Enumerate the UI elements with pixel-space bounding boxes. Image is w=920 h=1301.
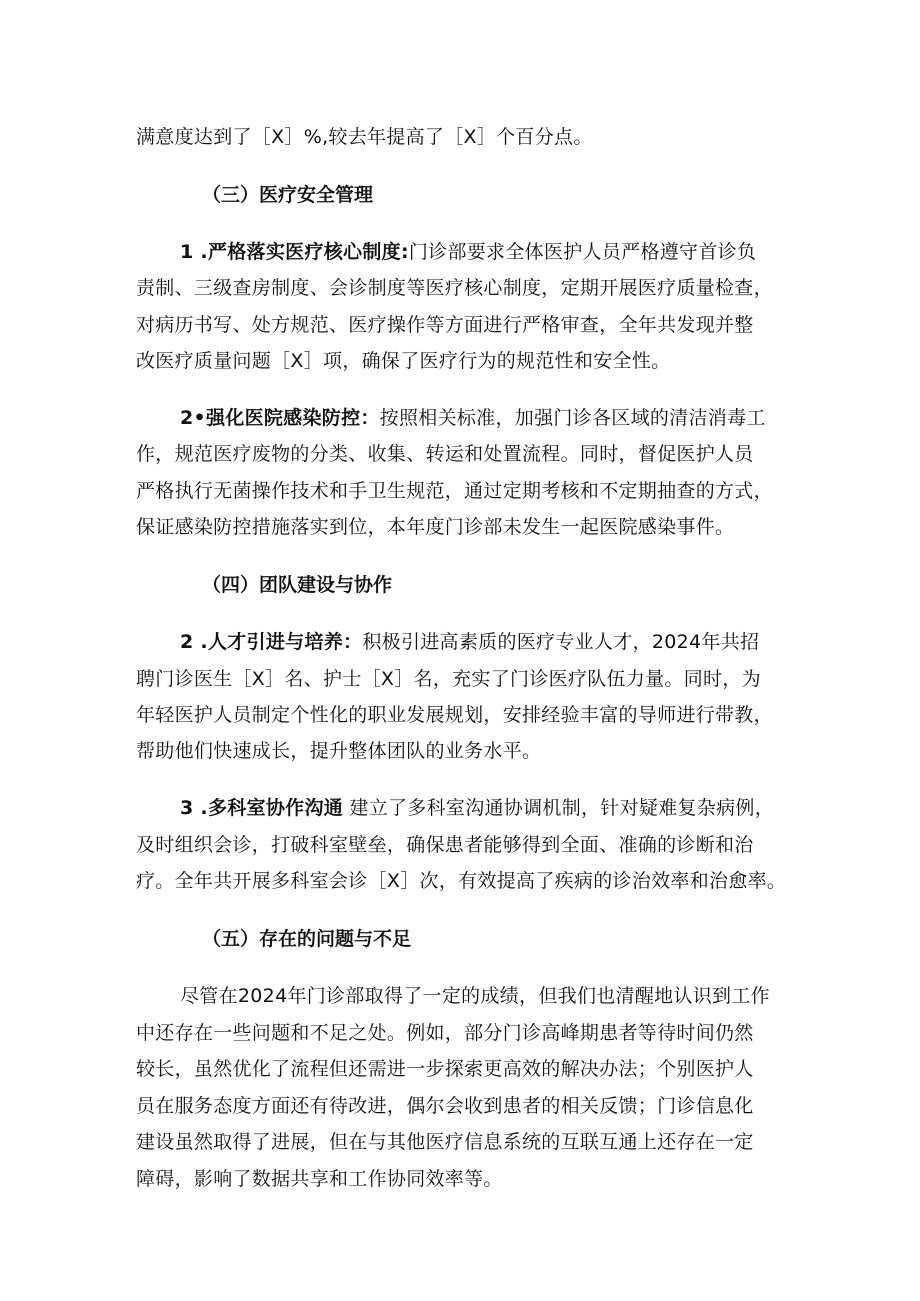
item-line: 年轻医护人员制定个性化的职业发展规划，安排经验丰富的导师进行带教， — [136, 704, 773, 726]
item-line — [180, 405, 840, 431]
item-line: 保证感染防控措施落实到位，本年度门诊部未发生一起医院感染事件。 — [136, 516, 735, 538]
paragraph-line: 员在服务态度方面还有待改进，偶尔会收到患者的相关反馈；门诊信息化 — [136, 1095, 754, 1117]
item-title: 1 .严格落实医疗核心制度: — [180, 241, 409, 263]
item-line: 疗。全年共开展多科室会诊［X］次，有效提高了疾病的诊治效率和治愈率。 — [136, 870, 787, 892]
item-line: 聘门诊医生［X］名、护士［X］名，充实了门诊医疗队伍力量。同时，为 — [136, 668, 761, 690]
paragraph-line: 中还存在一些问题和不足之处。例如，部分门诊高峰期患者等待时间仍然 — [136, 1022, 754, 1044]
item-title: 2 .人才引进与培养： — [180, 631, 363, 653]
section-heading-4: （四）团队建设与协作 — [202, 574, 393, 596]
item-line — [180, 629, 840, 655]
paragraph-line: 障碍，影响了数据共享和工作协同效率等。 — [136, 1168, 503, 1190]
item-text: 积极引进高素质的医疗专业人才，2024年共招 — [362, 631, 760, 653]
paragraph-line: 较长，虽然优化了流程但还需进一步探索更高效的解决办法；个别医护人 — [136, 1058, 754, 1080]
item-text: 按照相关标准，加强门诊各区域的清洁消毒工 — [379, 407, 766, 429]
item-line: 对病历书写、处方规范、医疗操作等方面进行严格审查，全年共发现并整 — [136, 314, 754, 336]
intro-line: 满意度达到了［X］%,较去年提高了［X］个百分点。 — [136, 126, 593, 148]
item-line — [180, 239, 840, 265]
item-line: 严格执行无菌操作技术和手卫生规范，通过定期考核和不定期抽查的方式， — [136, 480, 773, 502]
item-line: 帮助他们快速成长，提升整体团队的业务水平。 — [136, 740, 542, 762]
item-line: 及时组织会诊，打破科室壁垒，确保患者能够得到全面、准确的诊断和治 — [136, 834, 754, 856]
item-text: 门诊部要求全体医护人员严格遵守首诊负 — [408, 241, 757, 263]
item-line: 改医疗质量问题［X］项，确保了医疗行为的规范性和安全性。 — [136, 350, 671, 372]
item-title: 3 .多科室协作沟通 — [180, 797, 344, 819]
section-heading-5: （五）存在的问题与不足 — [202, 928, 412, 950]
item-text: 建立了多科室沟通协调机制，针对疑难复杂病例， — [343, 797, 775, 819]
item-line — [180, 795, 840, 821]
section-heading-3: （三）医疗安全管理 — [202, 184, 374, 206]
item-line: 作，规范医疗废物的分类、收集、转运和处置流程。同时，督促医护人员 — [136, 443, 754, 465]
paragraph-line: 建设虽然取得了进展，但在与其他医疗信息系统的互联互通上还存在一定 — [136, 1131, 754, 1153]
item-line: 责制、三级查房制度、会诊制度等医疗核心制度，定期开展医疗质量检查， — [136, 277, 773, 299]
paragraph-line: 尽管在2024年门诊部取得了一定的成绩，但我们也清醒地认识到工作 — [180, 985, 770, 1007]
item-title: 2•强化医院感染防控： — [180, 407, 380, 429]
